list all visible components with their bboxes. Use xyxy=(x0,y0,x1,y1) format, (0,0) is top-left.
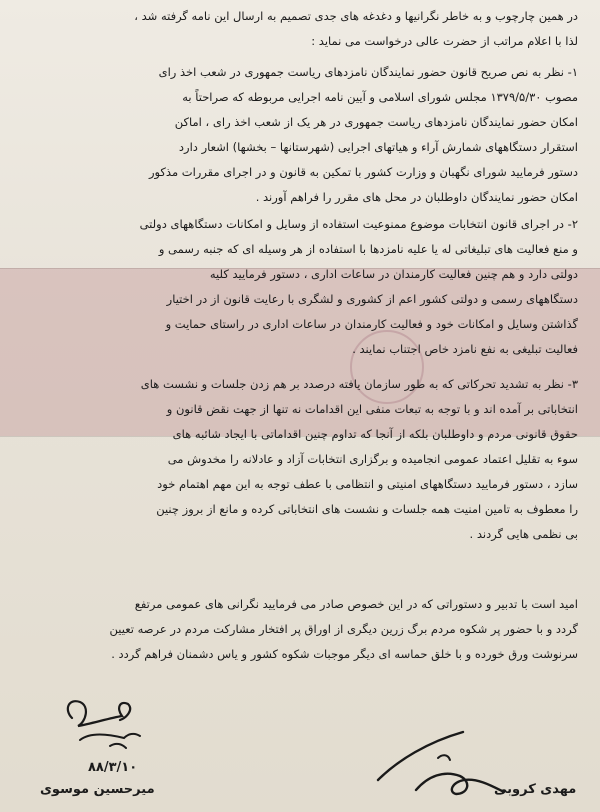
closing-paragraph xyxy=(28,592,578,667)
paragraph-line: امکان حضور نمایندگان نامزدهای ریاست جمهوری در هر یک از شعب اخذ رای ، اماکن xyxy=(174,115,578,129)
paragraph-2 xyxy=(28,212,578,362)
paragraph-line: گذاشتن وسایل و امکانات خود و فعالیت کارمندان در ساعات اداری در راستای حمایت و xyxy=(165,317,578,331)
paragraph-line: دولتی دارد و هم چنین فعالیت کارمندان در ساعات اداری ، دستور فرمایید کلیه xyxy=(209,267,578,281)
paragraph-1 xyxy=(28,60,578,210)
intro-block xyxy=(28,4,578,54)
paragraph-line: سوء به تقلیل اعتماد عمومی انجامیده و برگزاری انتخابات آزاد و عادلانه را مخدوش می xyxy=(167,452,578,466)
paragraph-line: بی نظمی هایی گردند . xyxy=(469,527,578,541)
paragraph-line: ۲- در اجرای قانون انتخابات موضوع ممنوعیت استفاده از وسایل و امکانات دستگاههای دولتی xyxy=(139,217,578,231)
paragraph-line: سازد ، دستور فرمایید دستگاههای امنیتی و انتظامی با عطف توجه به این مهم اهتمام خود xyxy=(157,477,578,491)
paragraph-line: انتخاباتی بر آمده اند و با توجه به تبعات منفی این اقدامات نه تنها از جهت نقض قانون و xyxy=(166,402,578,416)
paragraph-line: و منع فعالیت های تبلیغاتی له یا علیه نامزدها با استفاده از هر وسیله ای که جنبه رسمی و xyxy=(158,242,578,256)
closing-line: امید است با تدبیر و دستوراتی که در این خصوص صادر می فرمایید نگرانی های عمومی مرتفع xyxy=(134,597,578,611)
paragraph-line: حقوق قانونی مردم و داوطلبان بلکه از آنجا که تداوم چنین اقداماتی با ایجاد شائبه های xyxy=(172,427,578,441)
paragraph-line: ۱- نظر به نص صریح قانون حضور نمایندگان نامزدهای ریاست جمهوری در شعب اخذ رای xyxy=(158,65,578,79)
paragraph-line: مصوب ۱۳۷۹/۵/۳۰ مجلس شورای اسلامی و آیین نامه اجرایی مربوطه که صراحتاً به xyxy=(182,90,578,104)
karroubi-name: مهدی کروبی xyxy=(494,782,577,797)
intro-line: لذا با اعلام مراتب از حضرت عالی درخواست می نماید : xyxy=(311,34,578,48)
paragraph-line: فعالیت تبلیغی به نفع نامزد خاص اجتناب نمایند . xyxy=(352,342,578,356)
signature-date: ۸۸/۳/۱۰ xyxy=(88,760,138,775)
paragraph-3 xyxy=(28,372,578,547)
mousavi-handwritten-signature xyxy=(50,688,160,758)
paragraph-line: را معطوف به تامین امنیت همه جلسات و نشست های انتخاباتی کرده و مانع از بروز چنین xyxy=(156,502,578,516)
mousavi-name: میرحسین موسوی xyxy=(40,782,155,797)
paragraph-line: دستگاههای رسمی و دولتی کشور اعم از کشوری و لشگری با رعایت قانون از در اختیار xyxy=(166,292,578,306)
intro-line: در همین چارچوب و به خاطر نگرانیها و دغدغه های جدی تصمیم به ارسال این نامه گرفته شد ، xyxy=(134,9,578,23)
closing-line: گردد و با حضور پر شکوه مردم برگ زرین دیگری از اوراق پر افتخار مشارکت مردم در عرصه تعیین xyxy=(109,622,578,636)
paragraph-line: امکان حضور نمایندگان داوطلبان در محل های مقرر را فراهم آورند . xyxy=(255,190,578,204)
paragraph-line: استقرار دستگاههای شمارش آراء و هیاتهای اجرایی (شهرستانها – بخشها) اشعار دارد xyxy=(178,140,578,154)
paragraph-line: دستور فرمایید شورای نگهبان و وزارت کشور با تمکین به قانون و در اجرای مقررات مذکور xyxy=(148,165,578,179)
closing-line: سرنوشت ورق خورده و با خلق حماسه ای دیگر موجبات شکوه کشور و یاس دشمنان فراهم گردد . xyxy=(111,647,578,661)
paragraph-line: ۳- نظر به تشدید تحرکاتی که به طور سازمان یافته درصدد بر هم زدن جلسات و نشست های xyxy=(140,377,578,391)
